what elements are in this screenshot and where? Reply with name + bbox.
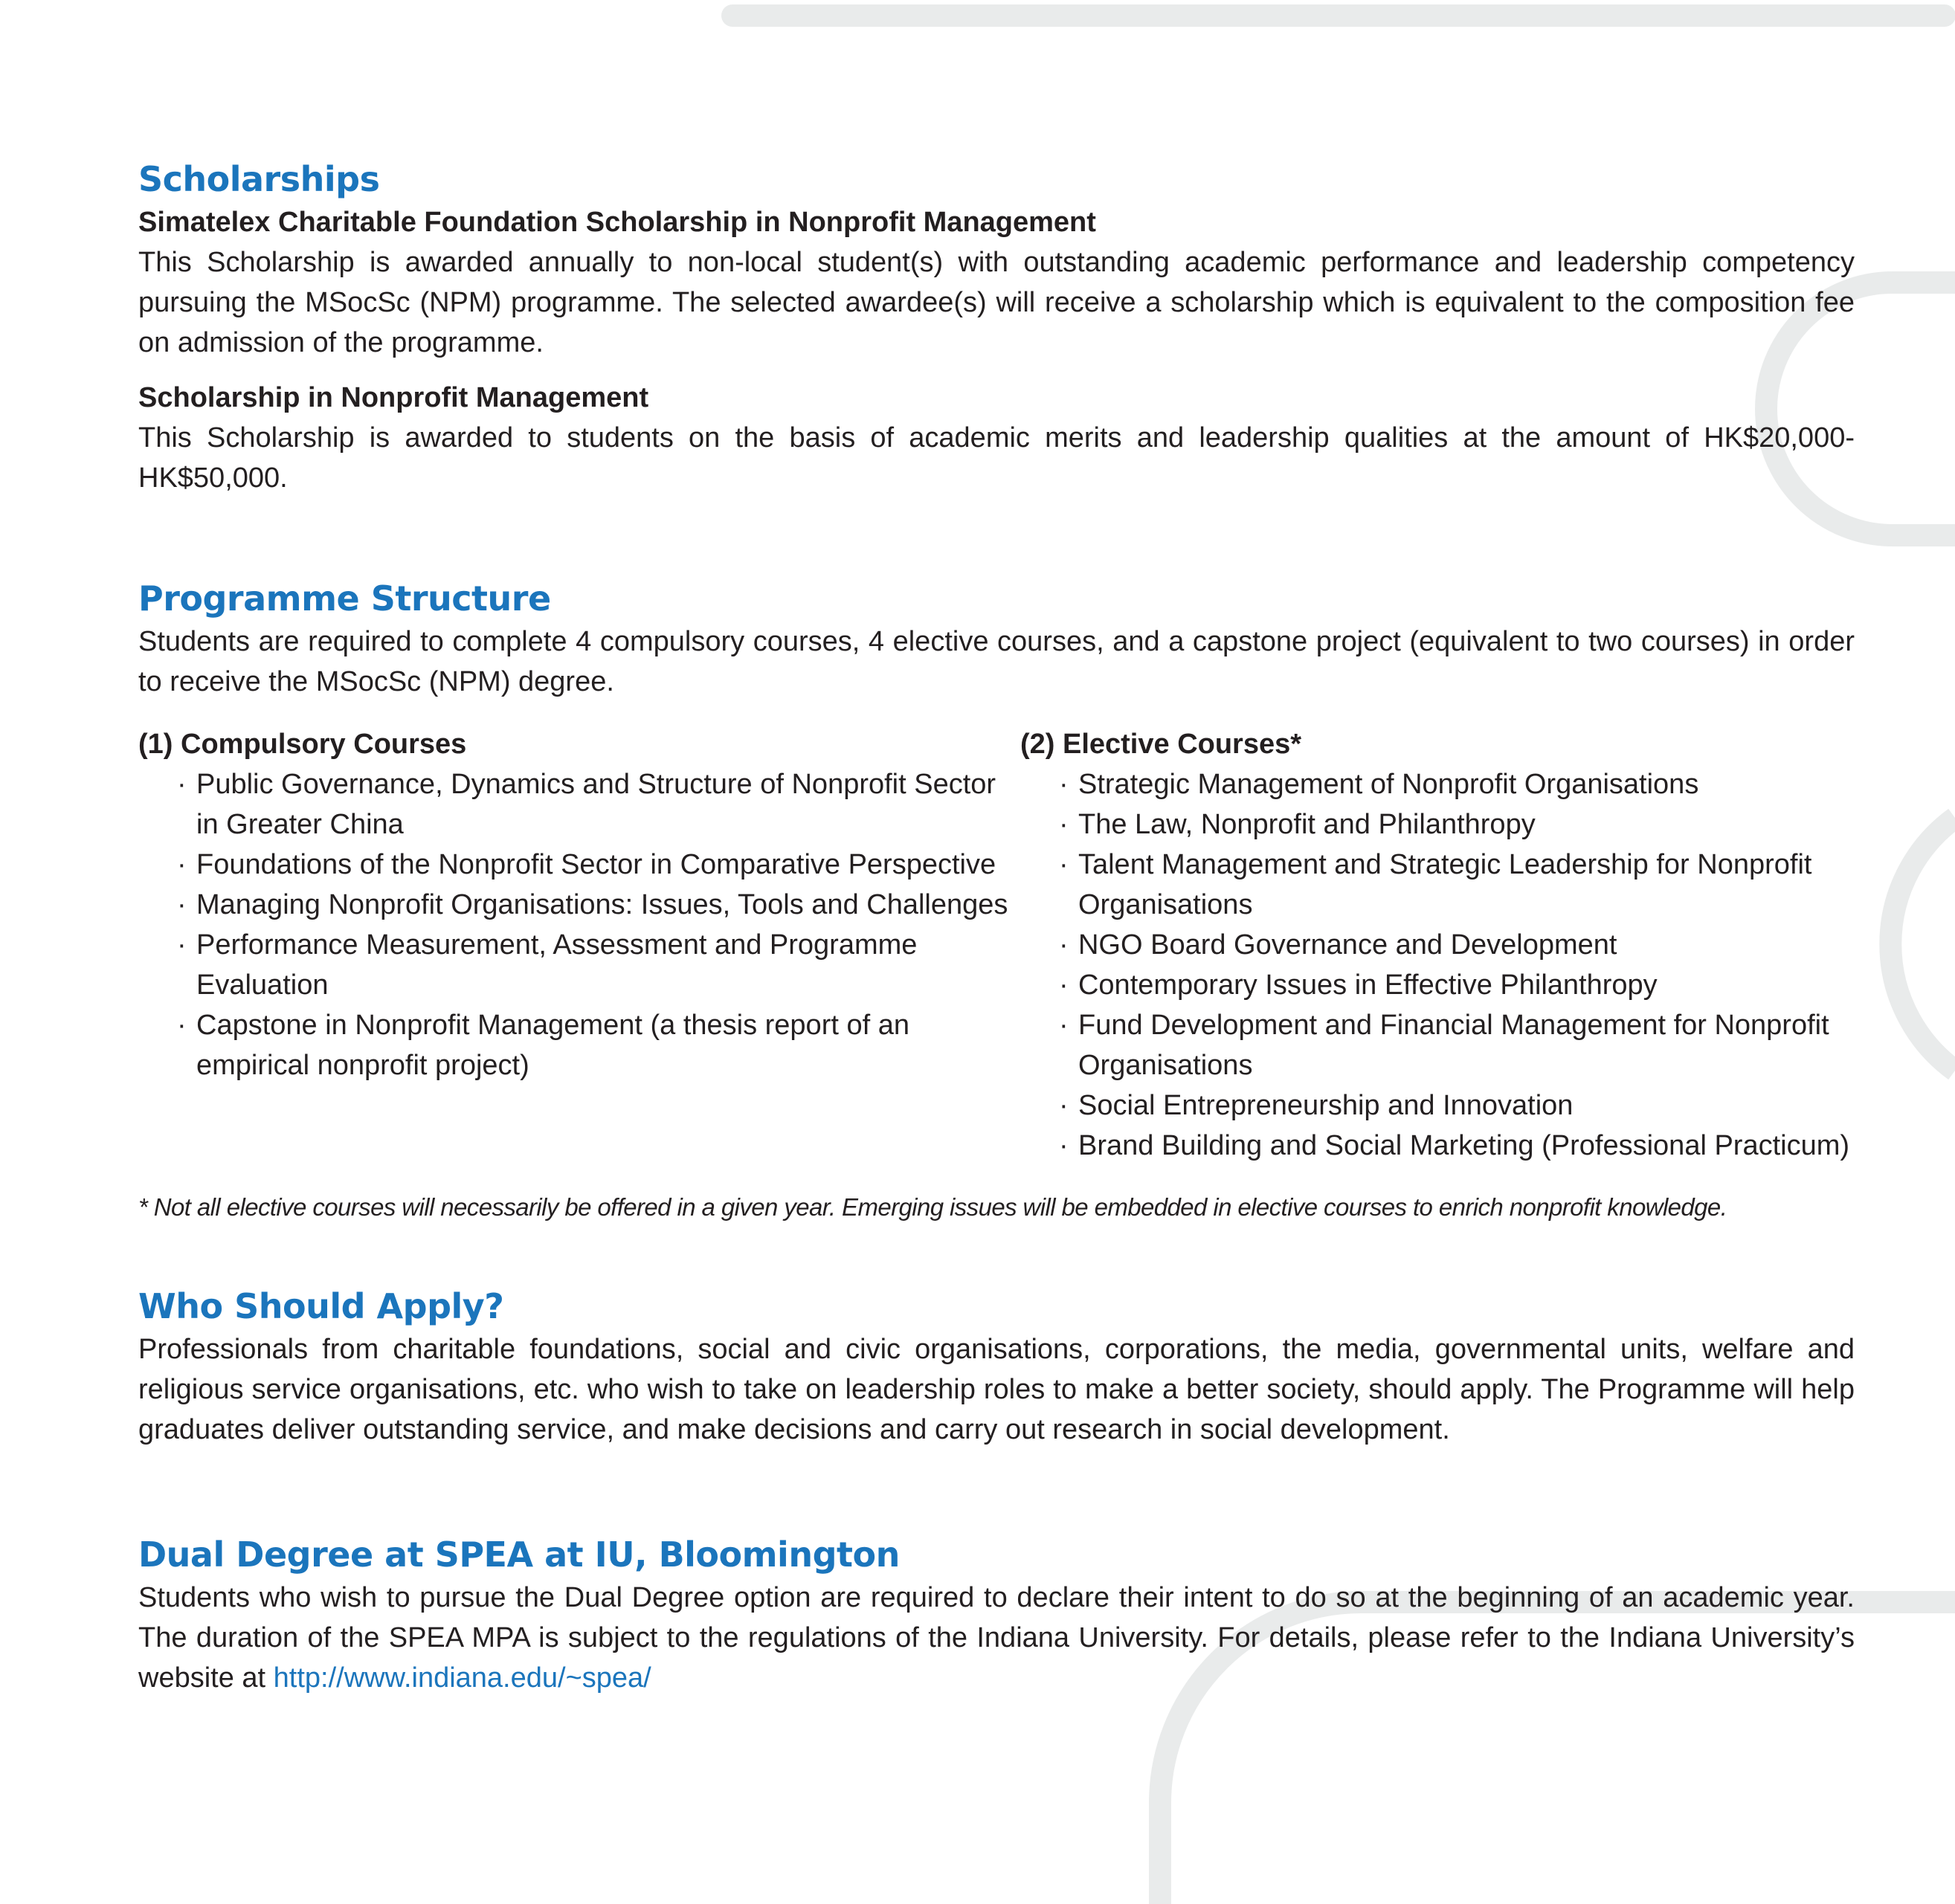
compulsory-course-list — [138, 764, 1020, 1085]
scholarships-heading: Scholarships — [138, 159, 380, 199]
list-item: · Foundations of the Nonprofit Sector in Comparative Perspective — [177, 845, 1020, 885]
elective-courses-column — [1020, 724, 1855, 1166]
who-should-apply-section — [138, 1283, 1855, 1450]
list-item: · Brand Building and Social Marketing (Professional Practicum) — [1059, 1126, 1855, 1166]
scholarships-section — [138, 156, 1855, 498]
list-item: · The Law, Nonprofit and Philanthropy — [1059, 804, 1855, 845]
list-item: · Fund Development and Financial Management for Nonprofit Organisations — [1059, 1005, 1855, 1085]
elective-footnote: * Not all elective courses will necessarily be offered in a given year. Emerging issues will be embedded in elective courses to enrich nonprofit knowledge. — [138, 1193, 1727, 1221]
programme-structure-section — [138, 575, 1855, 1225]
dual-degree-heading: Dual Degree at SPEA at IU, Bloomington — [138, 1535, 900, 1575]
compulsory-courses-column — [138, 724, 1020, 1166]
list-item: · Contemporary Issues in Effective Philanthropy — [1059, 965, 1855, 1005]
course-columns — [138, 724, 1855, 1166]
list-item: · NGO Board Governance and Development — [1059, 925, 1855, 965]
list-item: · Public Governance, Dynamics and Structure of Nonprofit Sector in Greater China — [177, 764, 1020, 845]
spea-website-link[interactable]: http://www.indiana.edu/~spea/ — [273, 1662, 651, 1694]
scholarship-title-simatelex: Simatelex Charitable Foundation Scholarship in Nonprofit Management — [138, 207, 1096, 238]
list-item: · Talent Management and Strategic Leadership for Nonprofit Organisations — [1059, 845, 1855, 925]
list-item: · Managing Nonprofit Organisations: Issues, Tools and Challenges — [177, 885, 1020, 925]
decorative-arc-middle — [1890, 818, 1955, 1071]
scholarship-text-npm: This Scholarship is awarded to students on the basis of academic merits and leadership qualities at the amount of HK$20,000-HK$50,000. — [138, 422, 1855, 494]
programme-structure-intro: Students are required to complete 4 compulsory courses, 4 elective courses, and a capstone project (equivalent to two courses) in order to receive the MSocSc (NPM) degree. — [138, 626, 1855, 697]
elective-course-list — [1020, 764, 1855, 1166]
compulsory-courses-title: (1) Compulsory Courses — [138, 729, 467, 760]
list-item: · Capstone in Nonprofit Management (a thesis report of an empirical nonprofit project) — [177, 1005, 1020, 1085]
who-should-apply-text: Professionals from charitable foundations, social and civic organisations, corporations, the media, governmental units, welfare and religious service organisations, etc. who wish to take on leadership roles to make a better society, should apply. The Programme will help graduates deliver outstanding service, and make decisions and carry out research in social development. — [138, 1334, 1855, 1445]
dual-degree-section — [138, 1532, 1855, 1698]
page-content — [138, 156, 1855, 1698]
scholarship-title-npm: Scholarship in Nonprofit Management — [138, 382, 649, 413]
elective-courses-title: (2) Elective Courses* — [1020, 729, 1302, 760]
list-item: · Performance Measurement, Assessment and Programme Evaluation — [177, 925, 1020, 1005]
programme-structure-heading: Programme Structure — [138, 578, 551, 619]
dual-degree-paragraph — [138, 1578, 1855, 1698]
dual-degree-text: Students who wish to pursue the Dual Degree option are required to declare their intent to do so at the beginning of an academic year. The duration of the SPEA MPA is subject to the regulations of the Indiana University. For details, please refer to the Indiana University’s website at — [138, 1582, 1855, 1694]
top-decorative-bar — [721, 4, 1955, 27]
scholarship-text-simatelex: This Scholarship is awarded annually to non-local student(s) with outstanding academic performance and leadership competency pursuing the MSocSc (NPM) programme. The selected awardee(s) will receive a scholarship which is equivalent to the composition fee on admission of the programme. — [138, 247, 1855, 358]
who-should-apply-heading: Who Should Apply? — [138, 1286, 504, 1326]
list-item: · Strategic Management of Nonprofit Organisations — [1059, 764, 1855, 804]
list-item: · Social Entrepreneurship and Innovation — [1059, 1085, 1855, 1126]
